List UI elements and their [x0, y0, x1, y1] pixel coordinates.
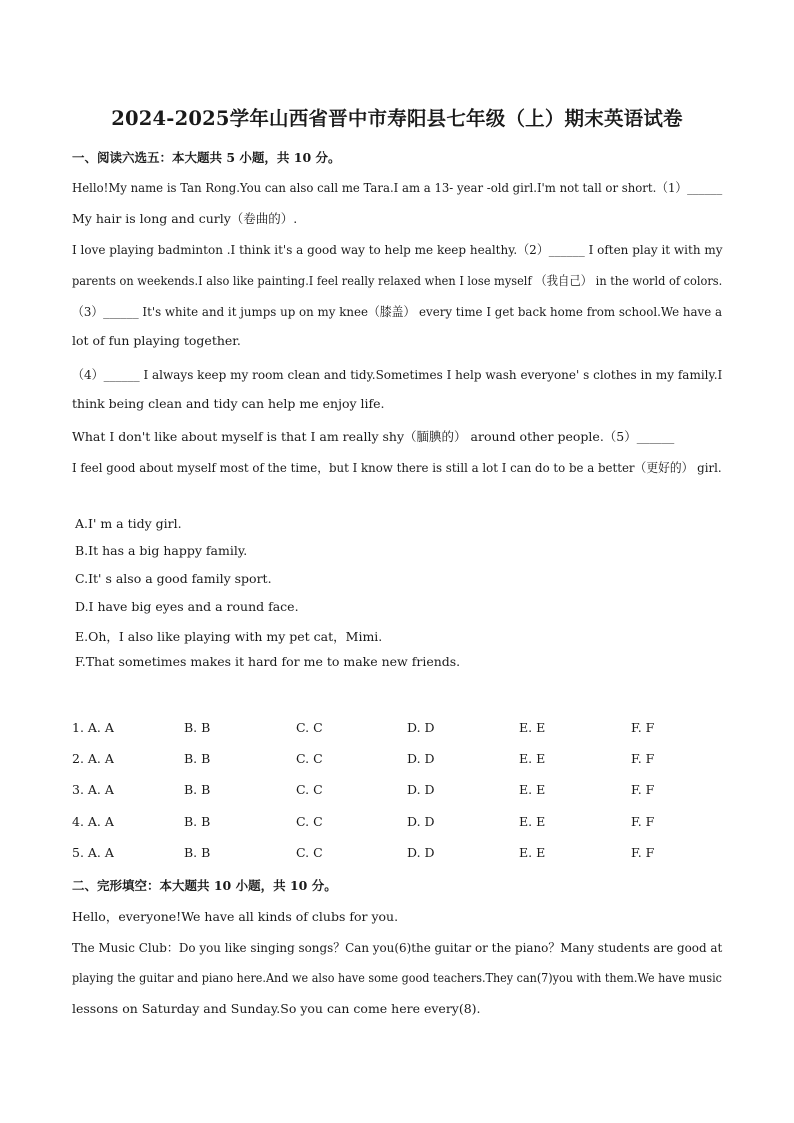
option-e: E.Oh，I also like playing with my pet cat，Mimi.	[75, 629, 383, 644]
choice-c[interactable]: C. C	[296, 782, 323, 797]
question-2-choices	[72, 751, 732, 769]
choice-b[interactable]: B. B	[184, 814, 211, 829]
passage-line: Hello!My name is Tan Rong.You can also call me Tara.I am a 13- year -old girl.I'm not tall or short.（1）______	[72, 180, 723, 195]
choice-b[interactable]: B. B	[184, 720, 211, 735]
question-4-choices	[72, 814, 732, 832]
choice-c[interactable]: C. C	[296, 845, 323, 860]
choice-a[interactable]: 3. A. A	[72, 782, 114, 797]
choice-f[interactable]: F. F	[631, 751, 655, 766]
exam-title: 2024-2025学年山西省晋中市寿阳县七年级（上）期末英语试卷	[111, 107, 683, 130]
passage-line: lot of fun playing together.	[72, 333, 241, 348]
choice-f[interactable]: F. F	[631, 814, 655, 829]
choice-a[interactable]: 2. A. A	[72, 751, 114, 766]
question-3-choices	[72, 782, 732, 800]
choice-e[interactable]: E. E	[519, 720, 546, 735]
choice-b[interactable]: B. B	[184, 782, 211, 797]
choice-f[interactable]: F. F	[631, 782, 655, 797]
option-f: F.That sometimes makes it hard for me to make new friends.	[75, 654, 461, 669]
passage-line: think being clean and tidy can help me enjoy life.	[72, 396, 385, 411]
passage-line: parents on weekends.I also like painting.I feel really relaxed when I lose myself （我自己） in the world of colors.	[72, 273, 723, 288]
option-c: C.It' s also a good family sport.	[75, 571, 272, 586]
option-a: A.I' m a tidy girl.	[75, 516, 182, 531]
passage-line: What I don't like about myself is that I am really shy（腼腆的） around other people.（5）______	[72, 429, 675, 444]
passage-line: （3）______ It's white and it jumps up on my knee（膝盖） every time I get back home from school.We have a	[72, 304, 723, 319]
section-1-heading: 一、阅读六选五：本大题共 5 小题，共 10 分。	[72, 150, 341, 165]
choice-d[interactable]: D. D	[407, 814, 435, 829]
choice-a[interactable]: 5. A. A	[72, 845, 114, 860]
choice-a[interactable]: 1. A. A	[72, 720, 114, 735]
question-1-choices	[72, 720, 732, 738]
choice-d[interactable]: D. D	[407, 751, 435, 766]
question-5-choices	[72, 845, 732, 863]
passage-line: Hello，everyone!We have all kinds of clubs for you.	[72, 909, 399, 924]
choice-e[interactable]: E. E	[519, 751, 546, 766]
passage-line: （4）______ I always keep my room clean and tidy.Sometimes I help wash everyone' s clothes in my family.I	[72, 367, 723, 382]
choice-f[interactable]: F. F	[631, 845, 655, 860]
choice-c[interactable]: C. C	[296, 814, 323, 829]
passage-line: lessons on Saturday and Sunday.So you can come here every(8).	[72, 1001, 481, 1016]
choice-e[interactable]: E. E	[519, 814, 546, 829]
passage-line: My hair is long and curly（卷曲的）.	[72, 211, 298, 226]
choice-a[interactable]: 4. A. A	[72, 814, 114, 829]
choice-f[interactable]: F. F	[631, 720, 655, 735]
passage-line: I feel good about myself most of the time，but I know there is still a lot I can do to be a better（更好的） girl.	[72, 460, 722, 475]
choice-c[interactable]: C. C	[296, 751, 323, 766]
option-d: D.I have big eyes and a round face.	[75, 599, 299, 614]
choice-e[interactable]: E. E	[519, 845, 546, 860]
passage-line: playing the guitar and piano here.And we also have some good teachers.They can(7)you with them.We have music	[72, 970, 722, 985]
choice-c[interactable]: C. C	[296, 720, 323, 735]
option-b: B.It has a big happy family.	[75, 543, 248, 558]
section-2-heading: 二、完形填空：本大题共 10 小题，共 10 分。	[72, 878, 337, 893]
choice-b[interactable]: B. B	[184, 751, 211, 766]
passage-line: The Music Club：Do you like singing songs？Can you(6)the guitar or the piano？Many students are good at	[72, 940, 723, 955]
choice-b[interactable]: B. B	[184, 845, 211, 860]
choice-d[interactable]: D. D	[407, 720, 435, 735]
choice-d[interactable]: D. D	[407, 845, 435, 860]
choice-d[interactable]: D. D	[407, 782, 435, 797]
choice-e[interactable]: E. E	[519, 782, 546, 797]
passage-line: I love playing badminton .I think it's a good way to help me keep healthy.（2）______ I often play it with my	[72, 242, 723, 257]
